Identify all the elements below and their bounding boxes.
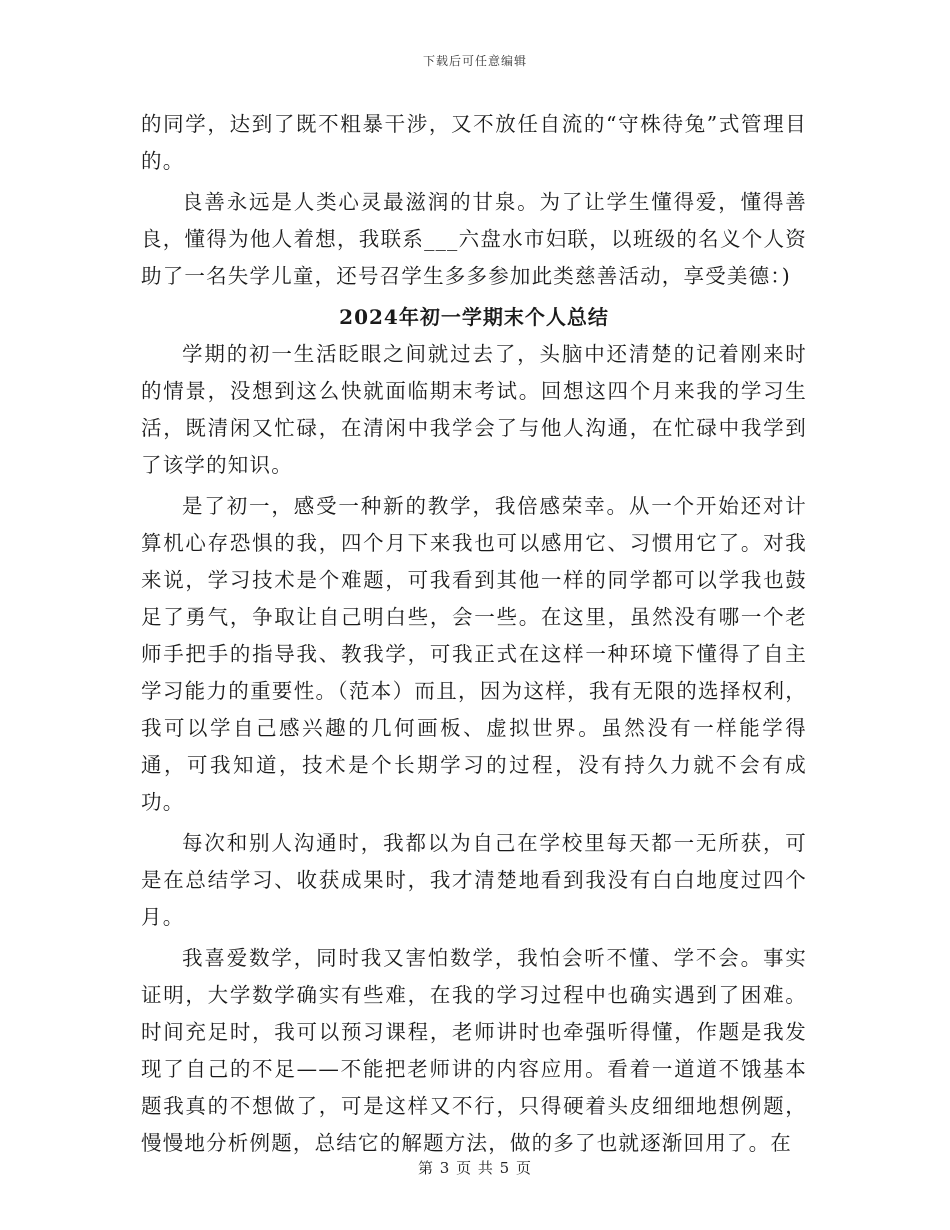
document-body (141, 106, 807, 1166)
page-number: 第 3 页 共 5 页 (418, 1159, 532, 1177)
paragraph-communication: 每次和别人沟通时，我都以为自己在学校里每天都一无所获，可是在总结学习、收获成果时，我才清楚地看到我没有白白地度过四个月。 (141, 831, 807, 929)
paragraph-continuation: 的同学，达到了既不粗暴干涉，又不放任自流的“守株待兔”式管理目的。 (141, 112, 807, 173)
paragraph-technology: 是了初一，感受一种新的教学，我倍感荣幸。从一个开始还对计算机心存恐惧的我，四个月下来我也可以感用它、习惯用它了。对我来说，学习技术是个难题，可我看到其他一样的同学都可以学我也鼓足了勇气，争取让自己明白些，会一些。在这里，虽然没有哪一个老师手把手的指导我、教我学，可我正式在这样一种环境下懂得了自主学习能力的重要性。（范本）而且，因为这样，我有无限的选择权利，我可以学自己感兴趣的几何画板、虚拟世界。虽然没有一样能学得通，可我知道，技术是个长期学习的过程，没有持久力就不会有成功。 (141, 494, 807, 814)
section-title: 2024年初一学期末个人总结 (339, 305, 609, 329)
paragraph-math: 我喜爱数学，同时我又害怕数学，我怕会听不懂、学不会。事实证明，大学数学确实有些难，在我的学习过程中也确实遇到了困难。时间充足时，我可以预习课程，老师讲时也牵强听得懂，作题是我发现了自己的不足——不能把老师讲的内容应用。看着一道道不饿基本题我真的不想做了，可是这样又不行，只得硬着头皮细细地想例题，慢慢地分析例题，总结它的解题方法，做的多了也就逐渐回用了。在 (141, 946, 807, 1155)
paragraph-charity: 良善永远是人类心灵最滋润的甘泉。为了让学生懂得爱，懂得善良，懂得为他人着想，我联系___六盘水市妇联，以班级的名义个人资助了一名失学儿童，还号召学生多多参加此类慈善活动，享受美德：) (141, 190, 807, 288)
paragraph-intro: 学期的初一生活眨眼之间就过去了，头脑中还清楚的记着刚来时的情景，没想到这么快就面临期末考试。回想这四个月来我的学习生活，既清闲又忙碌，在清闲中我学会了与他人沟通，在忙碌中我学到了该学的知识。 (141, 342, 807, 477)
page-header: 下载后可任意编辑 (422, 54, 527, 68)
